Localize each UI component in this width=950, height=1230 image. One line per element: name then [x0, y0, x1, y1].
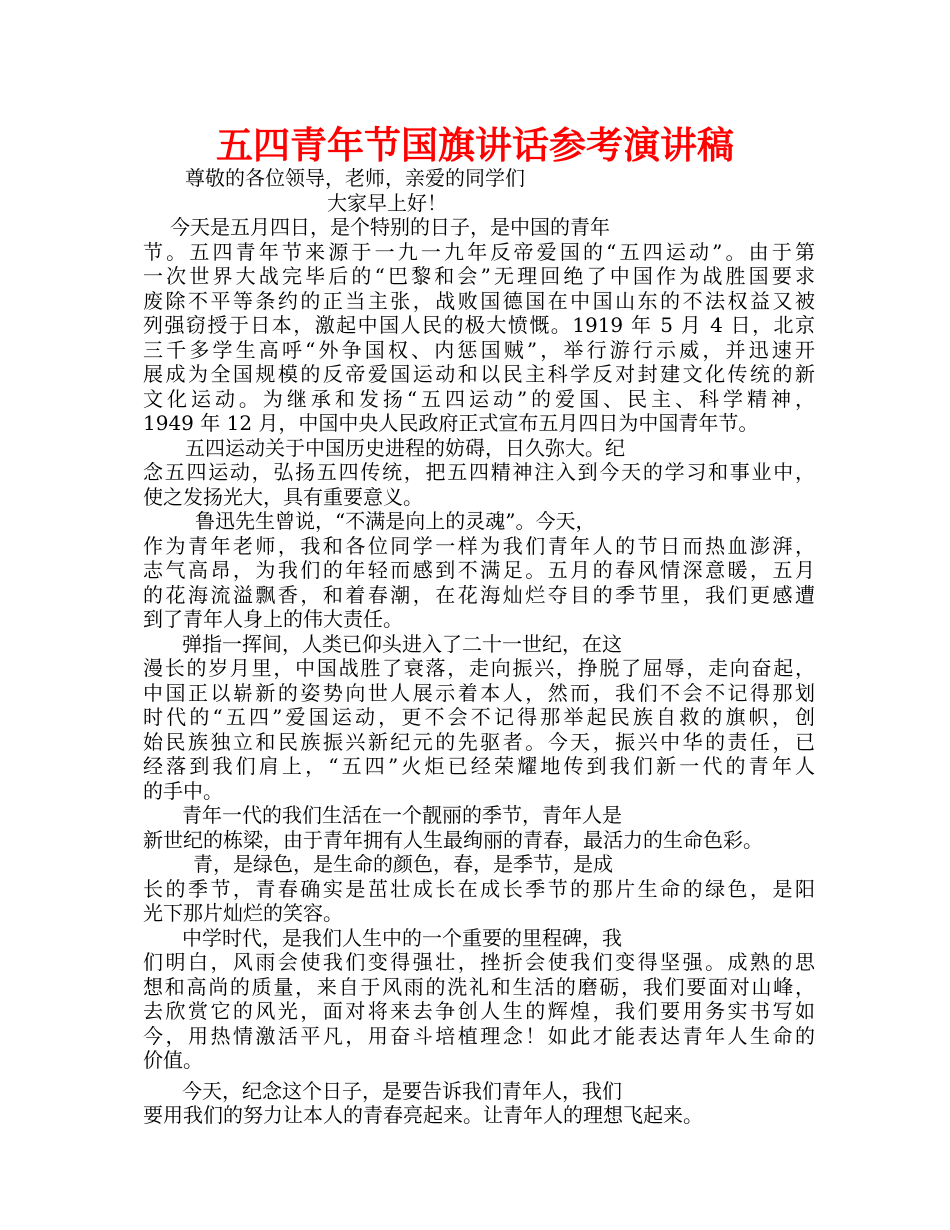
paragraph-line: 的手中。	[143, 778, 223, 803]
speech-body	[143, 166, 815, 1128]
paragraph-line: 三千多学生高呼“外争国权、内惩国贼”，举行游行示威，并迅速开	[143, 337, 815, 362]
greeting-line: 尊敬的各位领导，老师，亲爱的同学们	[185, 166, 525, 190]
paragraph-line: 长的季节，青春确实是茁壮成长在成长季节的那片生命的绿色，是阳	[143, 876, 815, 901]
paragraph-line: 新世纪的栋梁，由于青年拥有人生最绚丽的青春，最活力的生命色彩。	[143, 827, 763, 852]
paragraph-line: 时代的“五四”爱国运动，更不会不记得那举起民族自救的旗帜，创	[143, 705, 815, 729]
paragraph	[143, 509, 815, 632]
paragraph-line: 志气高昂，为我们的年轻而感到不满足。五月的春风情深意暖，五月	[143, 558, 815, 582]
paragraph-line: 的花海流溢飘香，和着春潮，在花海灿烂夺目的季节里，我们更感遭	[143, 582, 815, 607]
paragraph	[143, 803, 815, 852]
paragraph-line: 经落到我们肩上，“五四”火炬已经荣耀地传到我们新一代的青年人	[143, 754, 815, 778]
paragraph-line: 今，用热情激活平凡，用奋斗培植理念！如此才能表达青年人生命的	[143, 1023, 815, 1048]
paragraph-line: 弹指一挥间，人类已仰头进入了二十一世纪，在这	[182, 631, 622, 656]
paragraph-line: 们明白，风雨会使我们变得强壮，挫折会使我们变得坚强。成熟的思	[143, 950, 815, 974]
paragraph	[143, 926, 815, 1073]
paragraph-line: 青年一代的我们生活在一个靓丽的季节，青年人是	[182, 803, 622, 827]
paragraph-line: 使之发扬光大，具有重要意义。	[143, 484, 423, 509]
paragraph	[143, 632, 815, 804]
page-title: 五四青年节国旗讲话参考演讲稿	[216, 124, 734, 167]
paragraph	[143, 1079, 815, 1128]
paragraph-line: 价值。	[143, 1048, 203, 1072]
paragraph-line: 光下那片灿烂的笑容。	[143, 901, 343, 925]
paragraph-line: 今天，纪念这个日子，是要告诉我们青年人，我们	[182, 1078, 622, 1103]
paragraph-line: 鲁迅先生曾说，“不满是向上的灵魂”。今天，	[195, 509, 596, 533]
paragraph	[143, 852, 815, 926]
paragraph-line: 念五四运动，弘扬五四传统，把五四精神注入到今天的学习和事业中，	[143, 460, 815, 484]
paragraph-line: 今天是五月四日，是个特别的日子，是中国的青年	[170, 215, 610, 239]
morning-greeting-line: 大家早上好！	[327, 190, 447, 215]
paragraph	[143, 215, 815, 436]
paragraph-line: 中学时代，是我们人生中的一个重要的里程碑，我	[182, 925, 622, 950]
paragraph-line: 一次世界大战完毕后的“巴黎和会”无理回绝了中国作为战胜国要求	[143, 264, 815, 288]
paragraph-line: 作为青年老师，我和各位同学一样为我们青年人的节日而热血澎湃，	[143, 533, 815, 558]
paragraph-line: 节。五四青年节来源于一九一九年反帝爱国的“五四运动”。由于第	[143, 239, 815, 264]
paragraph-line: 漫长的岁月里，中国战胜了衰落，走向振兴，挣脱了屈辱，走向奋起，	[143, 656, 815, 680]
paragraph-line: 中国正以崭新的姿势向世人展示着本人，然而，我们不会不记得那划	[143, 680, 815, 705]
paragraph-line: 始民族独立和民族振兴新纪元的先驱者。今天，振兴中华的责任，已	[143, 729, 815, 754]
paragraph-line: 五四运动关于中国历史进程的妨碍，日久弥大。纪	[185, 435, 625, 460]
paragraph-line: 去欣赏它的风光，面对将来去争创人生的辉煌，我们要用务实书写如	[143, 999, 815, 1023]
paragraph-line: 废除不平等条约的正当主张，战败国德国在中国山东的不法权益又被	[143, 288, 815, 313]
paragraph-line: 展成为全国规模的反帝爱国运动和以民主科学反对封建文化传统的新	[143, 362, 815, 386]
paragraph-line: 列强窃授于日本，激起中国人民的极大愤慨。1919 年 5 月 4 日，北京	[143, 313, 815, 337]
paragraph-line: 想和高尚的质量，来自于风雨的洗礼和生活的磨砺，我们要面对山峰，	[143, 974, 815, 999]
paragraph	[143, 436, 815, 510]
paragraph-line: 1949 年 12 月，中国中央人民政府正式宣布五月四日为中国青年节。	[143, 411, 759, 435]
paragraph-line: 要用我们的努力让本人的青春亮起来。让青年人的理想飞起来。	[143, 1103, 703, 1127]
paragraph-line: 青，是绿色，是生命的颜色，春，是季节，是成	[193, 852, 613, 876]
paragraph-line: 到了青年人身上的伟大责任。	[143, 607, 403, 631]
paragraph-line: 文化运动。为继承和发扬“五四运动”的爱国、民主、科学精神，	[143, 386, 815, 411]
